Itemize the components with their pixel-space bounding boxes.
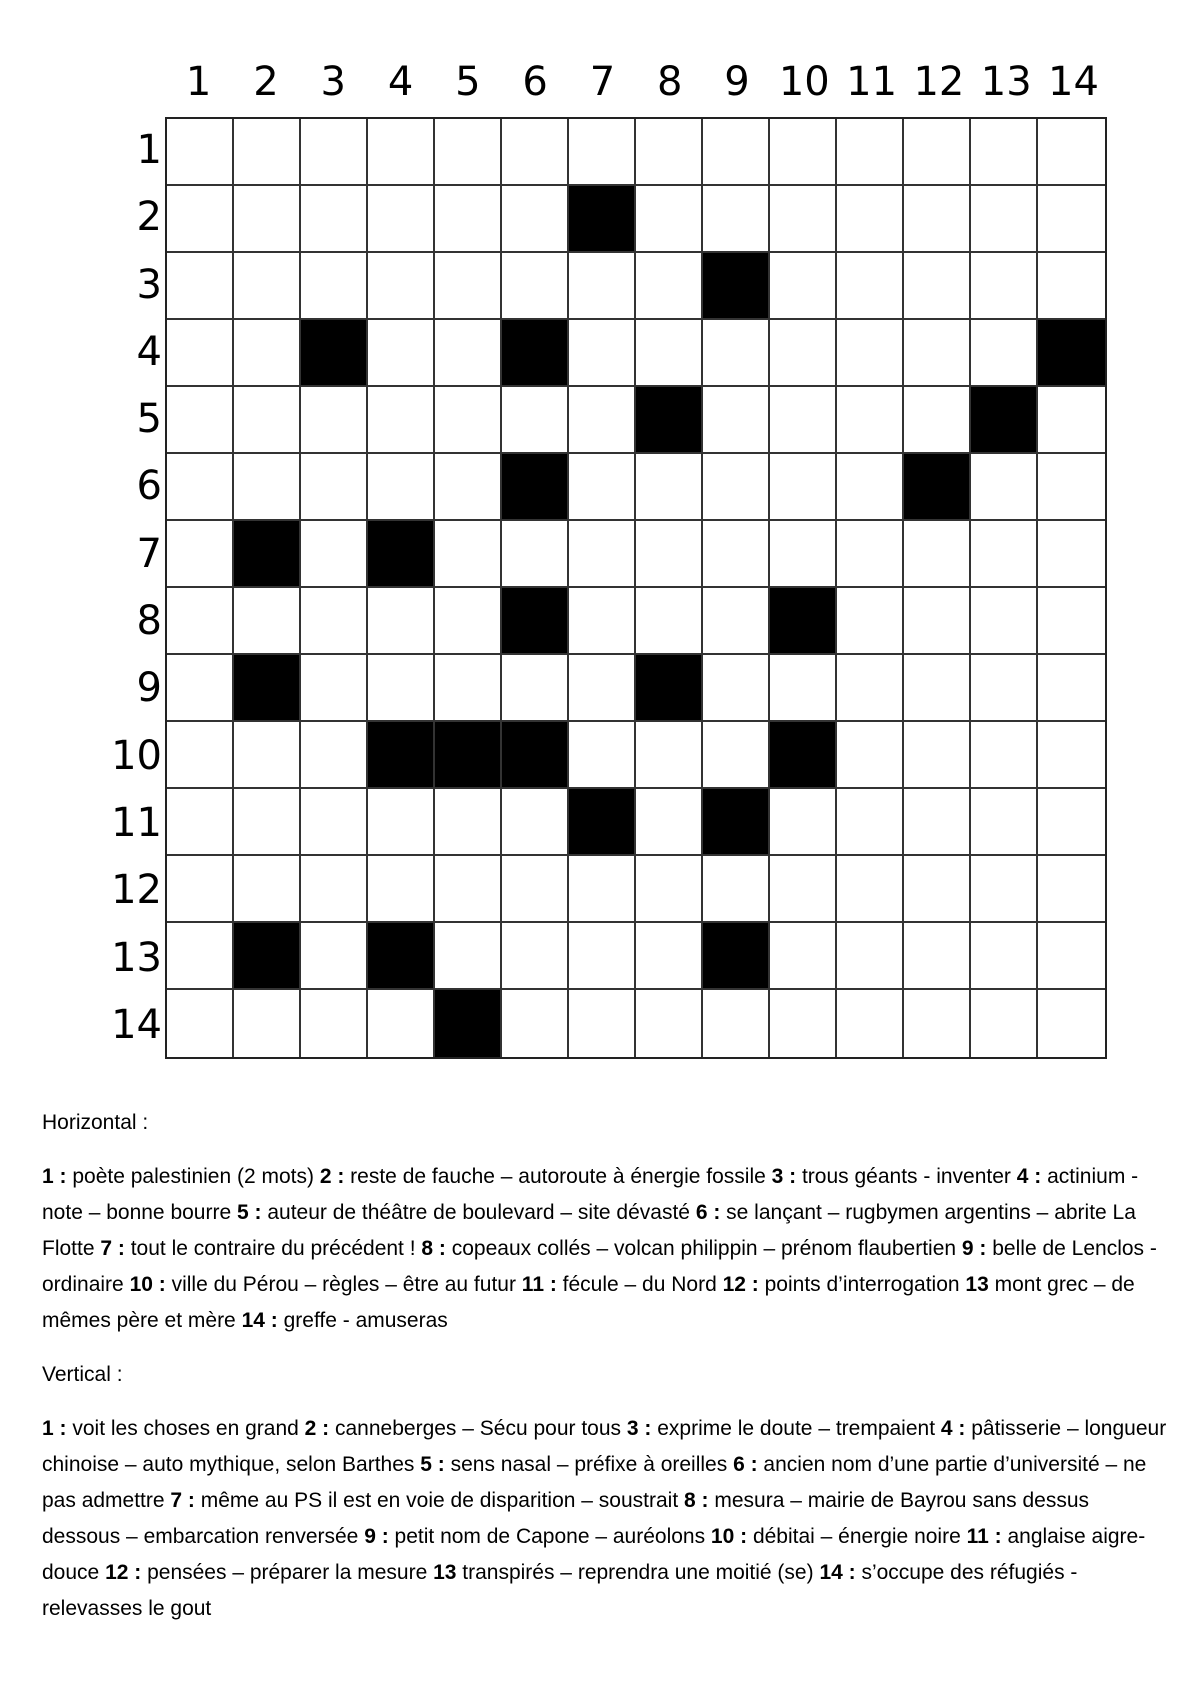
grid-cell[interactable] (435, 789, 502, 856)
clue-number: 8 : (684, 1489, 709, 1512)
grid-cell[interactable] (1038, 722, 1105, 789)
grid-cell[interactable] (368, 655, 435, 722)
grid-cell[interactable] (703, 856, 770, 923)
grid-cell[interactable] (971, 320, 1038, 387)
grid-cell[interactable] (971, 722, 1038, 789)
grid-cell[interactable] (234, 454, 301, 521)
column-numbers (165, 52, 1107, 112)
clue-text: ancien nom d’une partie d’université – ne pas admettre (42, 1453, 1147, 1512)
black-cell (502, 454, 569, 521)
grid-cell[interactable] (1038, 588, 1105, 655)
grid-cell[interactable] (636, 588, 703, 655)
grid-cell[interactable] (1038, 253, 1105, 320)
grid-cell[interactable] (301, 789, 368, 856)
grid-cell[interactable] (301, 454, 368, 521)
grid-cell[interactable] (167, 722, 234, 789)
column-number: 4 (387, 59, 414, 105)
grid-cell[interactable] (904, 990, 971, 1057)
grid-cell[interactable] (167, 923, 234, 990)
grid-cell[interactable] (502, 387, 569, 454)
grid-cell[interactable] (569, 454, 636, 521)
row-number: 10 (111, 732, 162, 779)
grid-cell[interactable] (703, 320, 770, 387)
row-number: 14 (111, 1001, 162, 1048)
clue-text: anglaise aigre-douce (42, 1525, 1146, 1584)
black-cell (904, 454, 971, 521)
grid-cell[interactable] (636, 990, 703, 1057)
grid-cell[interactable] (971, 990, 1038, 1057)
grid-cell[interactable] (435, 588, 502, 655)
clue-number: 13 (965, 1273, 989, 1296)
clue-text: greffe - amuseras (277, 1309, 448, 1332)
grid-cell[interactable] (301, 119, 368, 186)
grid-cell[interactable] (569, 588, 636, 655)
grid-cell[interactable] (368, 856, 435, 923)
grid-cell[interactable] (904, 923, 971, 990)
grid-cell[interactable] (904, 521, 971, 588)
row-number: 8 (136, 598, 162, 645)
grid-cell[interactable] (904, 253, 971, 320)
grid-cell[interactable] (837, 119, 904, 186)
grid-cell[interactable] (167, 186, 234, 253)
grid-cell[interactable] (770, 119, 837, 186)
black-cell (435, 990, 502, 1057)
grid-cell[interactable] (167, 454, 234, 521)
clue-text: sens nasal – préfixe à oreilles (444, 1453, 734, 1476)
column-number: 12 (913, 59, 965, 105)
clue-number: 14 : (241, 1309, 278, 1332)
grid-cell[interactable] (1038, 119, 1105, 186)
grid-cell[interactable] (502, 655, 569, 722)
crossword-grid (165, 117, 1107, 1059)
grid-cell[interactable] (971, 588, 1038, 655)
grid-cell[interactable] (301, 856, 368, 923)
clue-number: 10 : (710, 1525, 748, 1548)
grid-cell[interactable] (368, 119, 435, 186)
clue-text: reste de fauche – autoroute à énergie fossile (344, 1165, 772, 1188)
grid-cell[interactable] (234, 320, 301, 387)
grid-cell[interactable] (435, 387, 502, 454)
grid-cell[interactable] (703, 655, 770, 722)
clue-text: ville du Pérou – règles – être au futur (165, 1273, 522, 1296)
row-number: 6 (136, 463, 162, 510)
grid-cell[interactable] (301, 387, 368, 454)
column-number: 5 (455, 59, 481, 105)
black-cell (703, 789, 770, 856)
black-cell (770, 588, 837, 655)
grid-cell[interactable] (703, 387, 770, 454)
clue-number: 2 : (319, 1165, 345, 1188)
black-cell (368, 722, 435, 789)
black-cell (368, 521, 435, 588)
grid-cell[interactable] (569, 722, 636, 789)
grid-cell[interactable] (904, 588, 971, 655)
grid-cell[interactable] (569, 320, 636, 387)
black-cell (569, 186, 636, 253)
grid-cell[interactable] (636, 320, 703, 387)
vertical-title: Vertical : (42, 1363, 123, 1386)
grid-cell[interactable] (234, 387, 301, 454)
grid-cell[interactable] (1038, 789, 1105, 856)
grid-cell[interactable] (1038, 387, 1105, 454)
grid-cell[interactable] (837, 320, 904, 387)
grid-cell[interactable] (368, 454, 435, 521)
black-cell (1038, 320, 1105, 387)
grid-cell[interactable] (837, 923, 904, 990)
clue-number: 4 : (1016, 1165, 1042, 1188)
clue-text: se lançant – rugbymen argentins – abrite La Flotte (42, 1201, 1136, 1260)
clue-text: s’occupe des réfugiés - relevasses le gout (42, 1561, 1078, 1620)
clue-text: belle de Lenclos - ordinaire (42, 1237, 1157, 1296)
clue-number: 9 : (364, 1525, 389, 1548)
grid-cell[interactable] (971, 119, 1038, 186)
grid-cell[interactable] (569, 521, 636, 588)
grid-cell[interactable] (837, 588, 904, 655)
clue-number: 3 : (771, 1165, 797, 1188)
grid-cell[interactable] (301, 186, 368, 253)
grid-cell[interactable] (301, 655, 368, 722)
grid-cell[interactable] (435, 186, 502, 253)
grid-cell[interactable] (502, 119, 569, 186)
row-number: 11 (111, 799, 162, 846)
grid-cell[interactable] (167, 119, 234, 186)
grid-cell[interactable] (569, 990, 636, 1057)
grid-cell[interactable] (368, 387, 435, 454)
grid-cell[interactable] (837, 186, 904, 253)
grid-cell[interactable] (837, 387, 904, 454)
column-number: 1 (185, 59, 212, 105)
grid-cell[interactable] (368, 320, 435, 387)
grid-cell[interactable] (837, 521, 904, 588)
grid-cell[interactable] (234, 789, 301, 856)
clue-number: 11 : (521, 1273, 557, 1296)
grid-cell[interactable] (703, 119, 770, 186)
clue-text: transpirés – reprendra une moitié (se) (456, 1561, 820, 1584)
grid-cell[interactable] (1038, 990, 1105, 1057)
clue-number: 1 : (42, 1417, 67, 1440)
grid-cell[interactable] (904, 856, 971, 923)
clue-text: mont grec – de mêmes père et mère (42, 1273, 1135, 1332)
black-cell (234, 521, 301, 588)
horizontal-clues (42, 1159, 1172, 1339)
grid-cell[interactable] (435, 856, 502, 923)
grid-cell[interactable] (1038, 186, 1105, 253)
row-number: 12 (111, 867, 162, 914)
clue-number: 11 : (966, 1525, 1002, 1548)
grid-cell[interactable] (837, 856, 904, 923)
column-number: 2 (253, 59, 279, 105)
grid-cell[interactable] (636, 789, 703, 856)
row-number: 4 (136, 328, 162, 375)
grid-cell[interactable] (904, 320, 971, 387)
clue-number: 6 : (695, 1201, 721, 1224)
clue-text: trous géants - inventer (796, 1165, 1017, 1188)
grid-cell[interactable] (435, 320, 502, 387)
grid-cell[interactable] (167, 588, 234, 655)
vertical-clues (42, 1411, 1172, 1627)
grid-cell[interactable] (167, 856, 234, 923)
grid-cell[interactable] (167, 253, 234, 320)
grid-cell[interactable] (636, 454, 703, 521)
column-number: 3 (320, 59, 346, 105)
clue-text: actinium - note – bonne bourre (42, 1165, 1139, 1224)
row-number: 9 (136, 665, 162, 712)
black-cell (435, 722, 502, 789)
clue-number: 8 : (421, 1237, 446, 1260)
grid-cell[interactable] (368, 186, 435, 253)
grid-cell[interactable] (502, 789, 569, 856)
black-cell (234, 655, 301, 722)
grid-cell[interactable] (703, 990, 770, 1057)
grid-cell[interactable] (703, 722, 770, 789)
grid-cell[interactable] (234, 722, 301, 789)
grid-cell[interactable] (301, 990, 368, 1057)
grid-cell[interactable] (435, 521, 502, 588)
grid-cell[interactable] (636, 253, 703, 320)
grid-cell[interactable] (837, 454, 904, 521)
grid-cell[interactable] (1038, 655, 1105, 722)
grid-cell[interactable] (569, 923, 636, 990)
clue-text: points d’interrogation (758, 1273, 966, 1296)
grid-cell[interactable] (167, 990, 234, 1057)
grid-cell[interactable] (770, 923, 837, 990)
row-number: 1 (136, 127, 162, 173)
clue-number: 1 : (42, 1165, 67, 1188)
grid-cell[interactable] (770, 655, 837, 722)
grid-cell[interactable] (167, 521, 234, 588)
grid-cell[interactable] (770, 320, 837, 387)
grid-cell[interactable] (502, 186, 569, 253)
black-cell (703, 253, 770, 320)
clue-number: 3 : (626, 1417, 652, 1440)
grid-cell[interactable] (904, 387, 971, 454)
clues-section (42, 1105, 1172, 1645)
clue-text: même au PS il est en voie de disparition – soustrait (194, 1489, 685, 1512)
clue-number: 5 : (237, 1201, 262, 1224)
grid-cell[interactable] (703, 454, 770, 521)
clue-number: 2 : (304, 1417, 330, 1440)
grid-cell[interactable] (301, 923, 368, 990)
grid-cell[interactable] (368, 990, 435, 1057)
grid-cell[interactable] (569, 387, 636, 454)
clue-text: exprime le doute – trempaient (651, 1417, 941, 1440)
grid-cell[interactable] (770, 856, 837, 923)
grid-cell[interactable] (569, 856, 636, 923)
grid-cell[interactable] (1038, 521, 1105, 588)
grid-cell[interactable] (636, 521, 703, 588)
grid-cell[interactable] (770, 253, 837, 320)
black-cell (636, 655, 703, 722)
grid-cell[interactable] (502, 990, 569, 1057)
grid-cell[interactable] (837, 253, 904, 320)
column-number: 13 (980, 59, 1032, 105)
grid-cell[interactable] (636, 186, 703, 253)
clue-number: 6 : (733, 1453, 758, 1476)
grid-cell[interactable] (234, 253, 301, 320)
clue-text: pensées – préparer la mesure (141, 1561, 434, 1584)
grid-cell[interactable] (971, 655, 1038, 722)
grid-cell[interactable] (301, 722, 368, 789)
grid-cell[interactable] (770, 521, 837, 588)
clue-number: 7 : (170, 1489, 195, 1512)
grid-cell[interactable] (703, 588, 770, 655)
grid-cell[interactable] (435, 923, 502, 990)
grid-cell[interactable] (167, 387, 234, 454)
black-cell (301, 320, 368, 387)
clue-text: poète palestinien (2 mots) (66, 1165, 320, 1188)
column-number: 11 (846, 59, 898, 105)
grid-cell[interactable] (167, 655, 234, 722)
clue-number: 5 : (420, 1453, 445, 1476)
column-number: 8 (657, 59, 683, 105)
grid-cell[interactable] (234, 119, 301, 186)
grid-cell[interactable] (234, 186, 301, 253)
grid-cell[interactable] (770, 454, 837, 521)
row-number: 2 (136, 194, 162, 241)
grid-cell[interactable] (301, 588, 368, 655)
clue-text: pâtisserie – longueur chinoise – auto mythique, selon Barthes (42, 1417, 1167, 1476)
clue-text: débitai – énergie noire (747, 1525, 967, 1548)
clue-text: copeaux collés – volcan philippin – prénom flaubertien (445, 1237, 962, 1260)
black-cell (502, 588, 569, 655)
clue-text: petit nom de Capone – auréolons (388, 1525, 711, 1548)
clue-number: 14 : (819, 1561, 856, 1584)
grid-cell[interactable] (1038, 454, 1105, 521)
grid-cell[interactable] (1038, 856, 1105, 923)
clue-text: fécule – du Nord (556, 1273, 723, 1296)
grid-cell[interactable] (301, 253, 368, 320)
grid-cell[interactable] (1038, 923, 1105, 990)
grid-cell[interactable] (435, 454, 502, 521)
grid-cell[interactable] (435, 253, 502, 320)
clue-number: 12 : (722, 1273, 759, 1296)
column-number: 6 (522, 59, 548, 105)
row-number: 5 (136, 396, 162, 443)
grid-cell[interactable] (435, 655, 502, 722)
grid-cell[interactable] (971, 186, 1038, 253)
grid-cell[interactable] (837, 655, 904, 722)
grid-cell[interactable] (904, 186, 971, 253)
row-number: 3 (136, 261, 162, 308)
grid-cell[interactable] (971, 856, 1038, 923)
clue-text: mesura – mairie de Bayrou sans dessus dessous – embarcation renversée (42, 1489, 1090, 1548)
grid-cell[interactable] (368, 253, 435, 320)
grid-cell[interactable] (569, 655, 636, 722)
grid-cell[interactable] (904, 119, 971, 186)
grid-cell[interactable] (971, 454, 1038, 521)
clue-number: 12 : (105, 1561, 142, 1584)
grid-cell[interactable] (636, 119, 703, 186)
clue-text: voit les choses en grand (66, 1417, 305, 1440)
grid-cell[interactable] (971, 521, 1038, 588)
grid-cell[interactable] (703, 521, 770, 588)
grid-cell[interactable] (971, 789, 1038, 856)
grid-cell[interactable] (234, 856, 301, 923)
row-number: 7 (136, 530, 162, 577)
grid-cell[interactable] (301, 521, 368, 588)
grid-cell[interactable] (837, 789, 904, 856)
clue-text: auteur de théâtre de boulevard – site dévasté (261, 1201, 696, 1224)
black-cell (636, 387, 703, 454)
grid-cell[interactable] (167, 320, 234, 387)
grid-cell[interactable] (234, 588, 301, 655)
row-number: 13 (111, 934, 162, 981)
black-cell (703, 923, 770, 990)
grid-cell[interactable] (770, 387, 837, 454)
grid-cell[interactable] (904, 722, 971, 789)
grid-cell[interactable] (770, 789, 837, 856)
clue-number: 4 : (940, 1417, 966, 1440)
grid-cell[interactable] (569, 119, 636, 186)
clue-text: canneberges – Sécu pour tous (329, 1417, 627, 1440)
grid-cell[interactable] (636, 923, 703, 990)
grid-cell[interactable] (636, 722, 703, 789)
horizontal-title: Horizontal : (42, 1111, 149, 1134)
clue-number: 10 : (129, 1273, 166, 1296)
black-cell (368, 923, 435, 990)
clue-number: 9 : (961, 1237, 987, 1260)
black-cell (502, 320, 569, 387)
black-cell (234, 923, 301, 990)
grid-cell[interactable] (368, 588, 435, 655)
grid-cell[interactable] (837, 990, 904, 1057)
grid-cell[interactable] (636, 856, 703, 923)
column-number: 7 (589, 59, 616, 105)
grid-cell[interactable] (904, 789, 971, 856)
grid-cell[interactable] (167, 789, 234, 856)
column-number: 9 (724, 59, 750, 105)
grid-cell[interactable] (502, 521, 569, 588)
grid-cell[interactable] (971, 923, 1038, 990)
grid-cell[interactable] (904, 655, 971, 722)
grid-cell[interactable] (837, 722, 904, 789)
grid-cell[interactable] (234, 990, 301, 1057)
grid-cell[interactable] (435, 119, 502, 186)
black-cell (502, 722, 569, 789)
clue-text: tout le contraire du précédent ! (124, 1237, 422, 1260)
black-cell (770, 722, 837, 789)
grid-cell[interactable] (502, 253, 569, 320)
black-cell (569, 789, 636, 856)
grid-cell[interactable] (368, 789, 435, 856)
row-numbers (100, 117, 162, 1059)
grid-cell[interactable] (502, 856, 569, 923)
grid-cell[interactable] (770, 990, 837, 1057)
column-number: 14 (1048, 59, 1099, 105)
grid-cell[interactable] (971, 253, 1038, 320)
grid-cell[interactable] (569, 253, 636, 320)
grid-cell[interactable] (502, 923, 569, 990)
clue-number: 7 : (100, 1237, 125, 1260)
clue-number: 13 (433, 1561, 457, 1584)
column-number: 10 (778, 59, 830, 105)
black-cell (971, 387, 1038, 454)
grid-cell[interactable] (770, 186, 837, 253)
grid-cell[interactable] (703, 186, 770, 253)
